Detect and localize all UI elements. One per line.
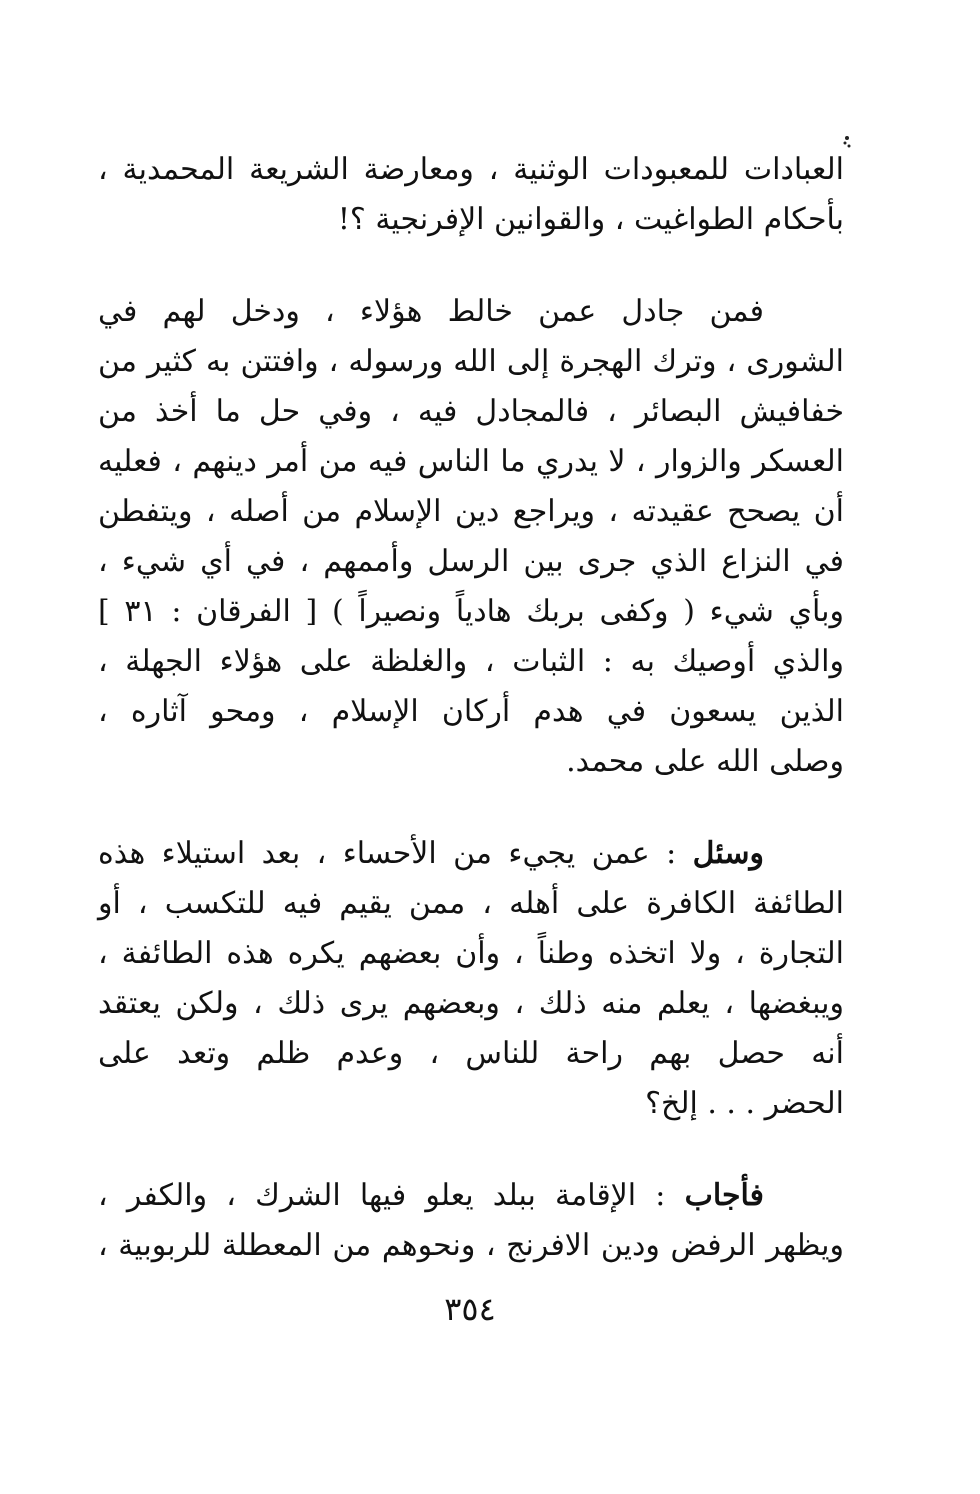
text-line: في النزاع الذي جرى بين الرسل وأممهم ، في أي شيء ، <box>98 544 844 579</box>
text-line: التجارة ، ولا اتخذه وطناً ، وأن بعضهم يكره هذه الطائفة ، <box>98 936 844 971</box>
text-line: ويظهر الرفض ودين الافرنج ، ونحوهم من المعطلة للربوبية ، <box>98 1228 844 1263</box>
page-number: ٣٥٤ <box>444 1290 496 1328</box>
text-line: الذين يسعون في هدم أركان الإسلام ، ومحو آثاره ، <box>98 694 844 729</box>
text-line: والذي أوصيك به : الثبات ، والغلظة على هؤلاء الجهلة ، <box>98 644 844 679</box>
text-line: وبأي شيء ( وكفى بربك هادياً ونصيراً ) [ الفرقان : ٣١ ] <box>98 594 844 629</box>
text-line: فمن جادل عمن خالط هؤلاء ، ودخل لهم في <box>98 294 764 329</box>
text-line-rest: : عمن يجيء من الأحساء ، بعد استيلاء هذه <box>98 836 677 871</box>
paragraph-1 <box>98 145 844 245</box>
text-line: الحضر . . . إلخ؟ <box>645 1086 844 1121</box>
text-line <box>98 1171 844 1221</box>
lead-word: وسئل <box>692 836 764 871</box>
text-line: ويبغضها ، يعلم منه ذلك ، وبعضهم يرى ذلك ، ولكن يعتقد <box>98 986 844 1021</box>
paragraph-3 <box>98 829 844 1129</box>
paragraph-2 <box>98 287 844 787</box>
paragraph-4 <box>98 1171 844 1271</box>
text-line: العسكر والزوار ، لا يدري ما الناس فيه من أمر دينهم ، فعليه <box>98 444 844 479</box>
lead-word: فأجاب <box>684 1178 764 1213</box>
text-line: أنه حصل بهم راحة للناس ، وعدم ظلم وتعد على <box>98 1036 844 1071</box>
text-line: العبادات للمعبودات الوثنية ، ومعارضة الشريعة المحمدية ، <box>98 152 844 187</box>
text-line: أن يصحح عقيدته ، ويراجع دين الإسلام من أصله ، ويتفطن <box>98 494 844 529</box>
text-line: وصلى الله على محمد. <box>566 744 844 779</box>
text-line-rest: : الإقامة ببلد يعلو فيها الشرك ، والكفر ، <box>98 1178 666 1213</box>
text-line: الشورى ، وترك الهجرة إلى الله ورسوله ، وافتتن به كثير من <box>98 344 844 379</box>
text-line: بأحكام الطواغيت ، والقوانين الإفرنجية ؟! <box>337 202 844 237</box>
page-body <box>98 145 844 1271</box>
text-line: خفافيش البصائر ، فالمجادل فيه ، وفي حل ما أخذ من <box>98 394 844 429</box>
text-line: الطائفة الكافرة على أهله ، ممن يقيم فيه للتكسب ، أو <box>98 886 844 921</box>
text-line <box>98 829 844 879</box>
